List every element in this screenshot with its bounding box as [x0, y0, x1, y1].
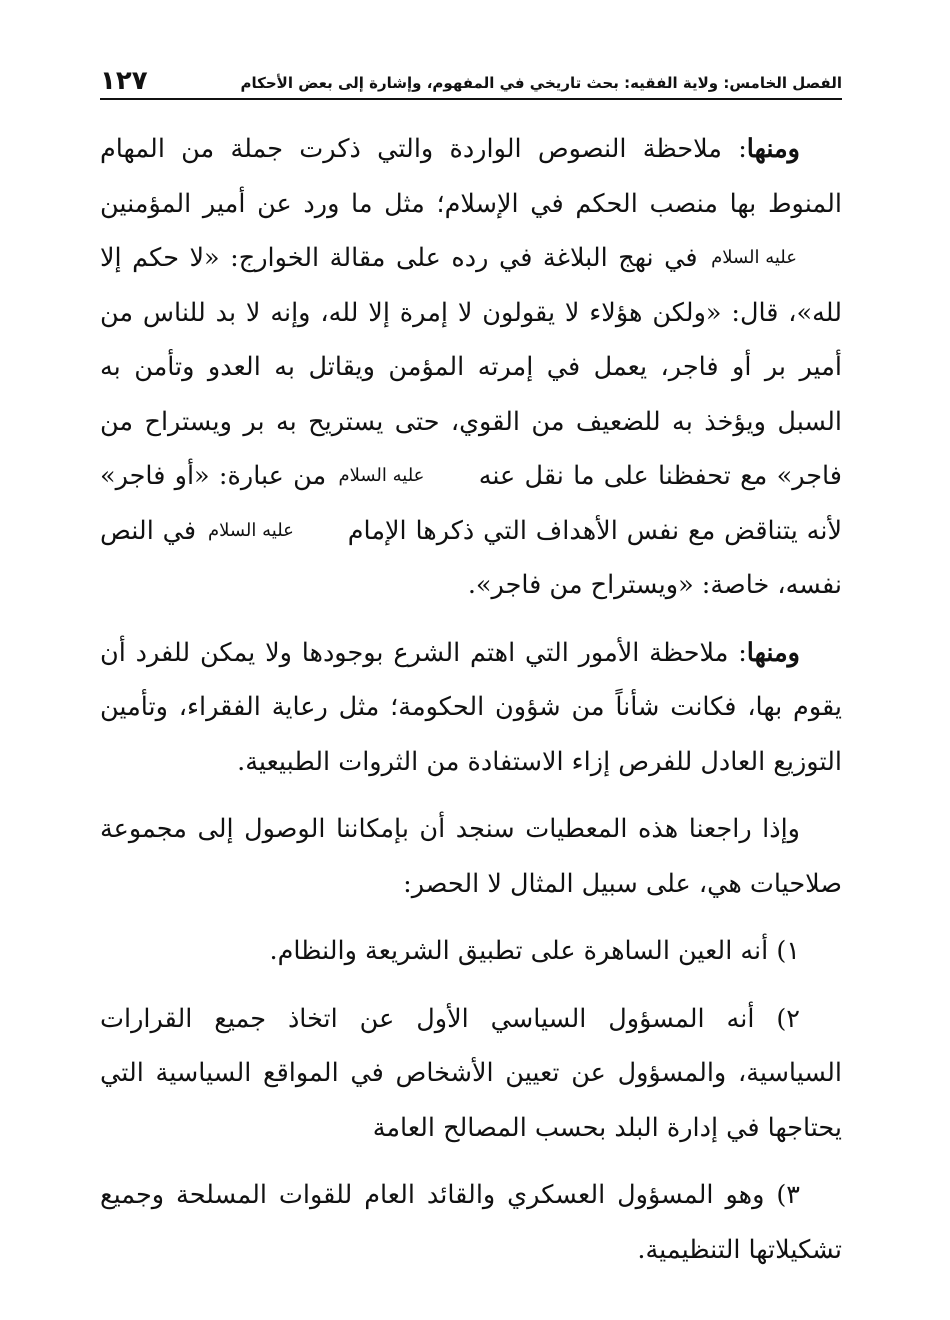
paragraph-3: وإذا راجعنا هذه المعطيات سنجد أن بإمكاننا الوصول إلى مجموعة صلاحيات هي، على سبيل المثال لا الحصر: — [100, 814, 842, 899]
honorific-glyph: عليه السلام — [207, 519, 294, 541]
page-header — [100, 58, 842, 100]
list-item-1: ١) أنه العين الساهرة على تطبيق الشريعة والنظام. — [269, 936, 800, 966]
paragraph-text: : ملاحظة النصوص الواردة والتي ذكرت جملة من المهام المنوط بها منصب الحكم في الإسلام؛ مثل ما ورد عن أمير المؤمنين — [100, 134, 842, 219]
paragraph-2 — [100, 626, 842, 790]
page-number: ١٢٧ — [100, 66, 148, 96]
honorific-glyph: عليه السلام — [711, 247, 797, 268]
paragraph-text: في نهج البلاغة في رده على مقالة الخوارج: «لا حكم إلا لله»، قال: «ولكن هؤلاء لا يقولون لا إمرة إلا لله، وإنه لا بد للناس من أمير بر أو فاجر، يعمل في إمرته المؤمن ويقاتل به العدو وتأمن به السبل ويؤخذ به للضعيف من القوي، حتى يستريح به بر ويستراح من فاجر» مع تحفظنا على ما نقل عنه — [100, 243, 842, 491]
list-item-3: ٣) وهو المسؤول العسكري والقائد العام للقوات المسلحة وجميع تشكيلاتها التنظيمية. — [100, 1180, 842, 1265]
list-item-2: ٢) أنه المسؤول السياسي الأول عن اتخاذ جميع القرارات السياسية، والمسؤول عن تعيين الأشخاص في المواقع السياسية التي يحتاجها في إدارة البلد بحسب المصالح العامة — [100, 1003, 842, 1143]
page-body — [100, 122, 842, 1290]
paragraph-text: في النص نفسه، خاصة: «ويستراح من فاجر». — [100, 515, 842, 600]
paragraph-lead: ومنها — [746, 134, 800, 164]
running-title: الفصل الخامس: ولاية الفقيه: بحث تاريخي في المفهوم، وإشارة إلى بعض الأحكام — [240, 74, 842, 92]
paragraph-lead: ومنها — [746, 637, 800, 668]
honorific-glyph: عليه السلام — [338, 465, 425, 486]
paragraph-1 — [100, 122, 842, 613]
paragraph-text: من عبارة: «أو فاجر» لأنه يتناقض مع نفس الأهداف التي ذكرها الإمام — [100, 461, 842, 546]
paragraph-text: : ملاحظة الأمور التي اهتم الشرع بوجودها ولا يمكن للفرد أن يقوم بها، فكانت شأناً من شؤون الحكومة؛ مثل رعاية الفقراء، وتأمين التوزيع العادل للفرص إزاء الاستفادة من الثروات الطبيعية. — [100, 637, 842, 777]
